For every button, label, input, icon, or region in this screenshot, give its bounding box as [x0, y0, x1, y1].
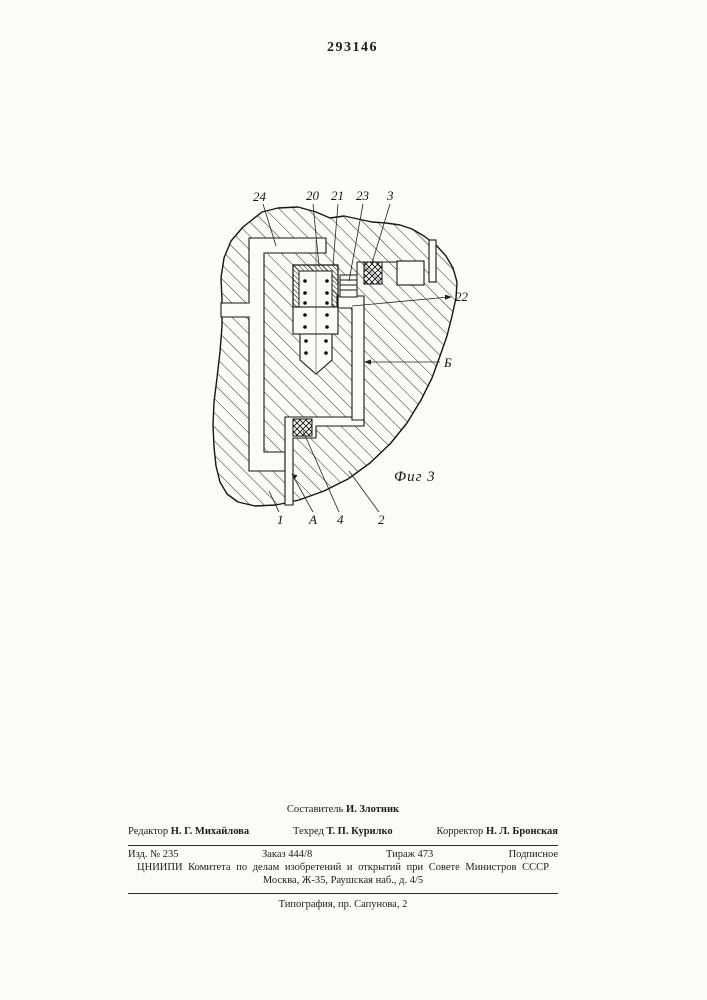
label-3: 3: [387, 188, 394, 203]
label-2: 2: [378, 512, 385, 527]
technical-drawing-svg: [200, 180, 480, 535]
imprint-block: [128, 804, 558, 911]
compiler-role: Составитель: [286, 804, 344, 815]
label-23: 23: [356, 188, 369, 203]
label-4: 4: [337, 512, 344, 527]
label-1: 1: [277, 512, 284, 527]
label-B: Б: [444, 355, 452, 370]
label-20: 20: [306, 188, 319, 203]
address-line: Москва, Ж-35, Раушская наб., д. 4/5: [128, 875, 558, 894]
label-A: А: [309, 512, 317, 527]
compiler-line: [128, 804, 558, 816]
label-24: 24: [253, 189, 266, 204]
figure-caption: Фиг 3: [394, 469, 436, 485]
right-edge-slit: [429, 240, 436, 282]
editor: Редактор Н. Г. Михайлова: [128, 826, 250, 837]
seal-3: [364, 262, 382, 284]
staff-line: [128, 826, 558, 846]
top-right-notch: [397, 261, 424, 285]
order-number: Заказ 444/8: [262, 849, 313, 860]
bolt-mid: [293, 307, 338, 334]
seal-4: [293, 419, 312, 436]
compiler-name: И. Злотник: [345, 804, 400, 815]
label-21: 21: [331, 188, 344, 203]
label-22: 22: [455, 289, 468, 304]
edition-line: [128, 849, 558, 861]
figure-3-drawing: [200, 180, 480, 535]
subscription-note: Подписное: [508, 849, 558, 860]
circulation: Тираж 473: [386, 849, 434, 860]
edition-number: Изд. № 235: [128, 849, 179, 860]
corrector: Корректор Н. Л. Бронская: [436, 826, 558, 837]
techred: Техред Т. П. Курилко: [292, 826, 393, 837]
printer-line: Типография, пр. Сапунова, 2: [278, 899, 408, 910]
patent-number: 293146: [327, 40, 378, 55]
organization-line: ЦНИИПИ Комитета по делам изобретений и открытий при Совете Министров СССР: [137, 862, 549, 873]
